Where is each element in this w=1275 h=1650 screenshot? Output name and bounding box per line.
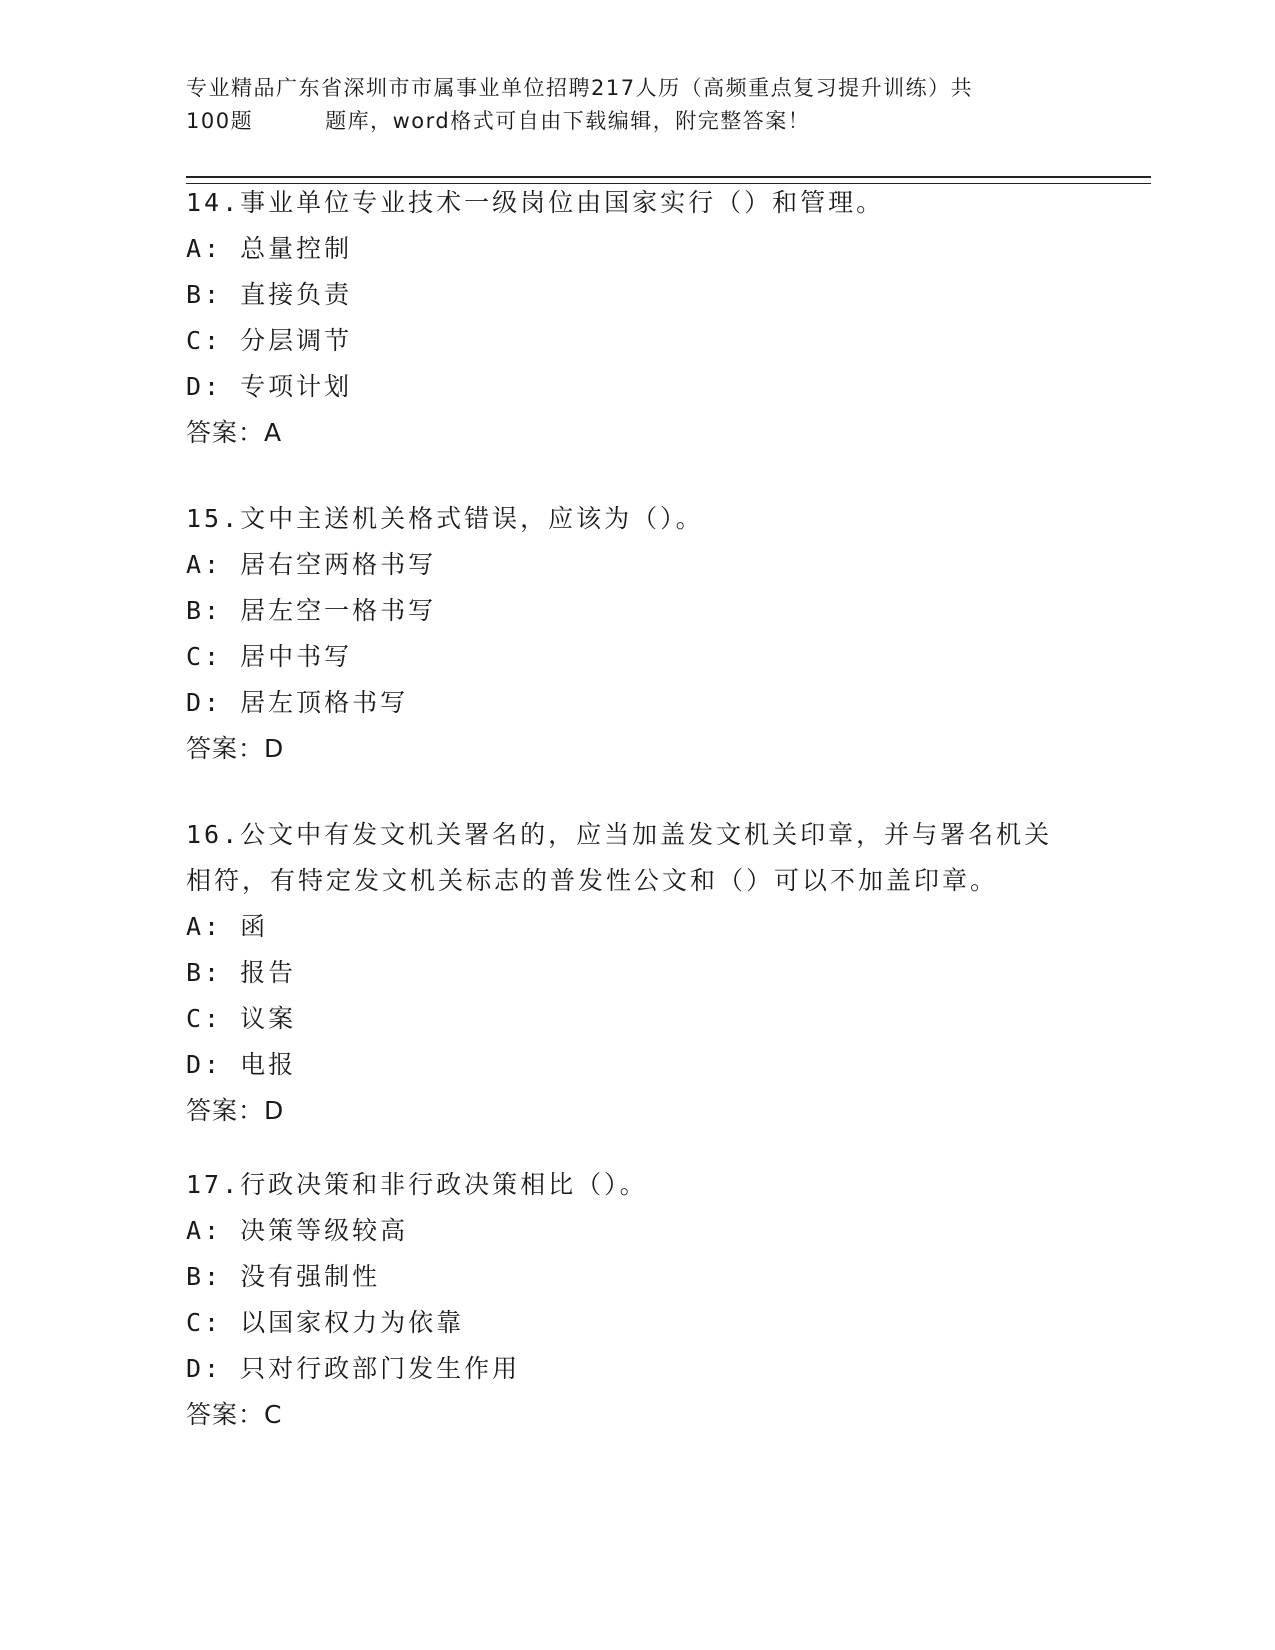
option-a: A: 决策等级较高 [186,1216,409,1245]
question-stem: 14.事业单位专业技术一级岗位由国家实行（）和管理。 [186,188,885,217]
option-d: D: 电报 [186,1050,297,1079]
answer: 答案：A [186,418,283,447]
header-line-2-right: 题库，word格式可自由下载编辑，附完整答案！ [325,109,811,133]
header-line-1: 专业精品广东省深圳市市属事业单位招聘217人历（高频重点复习提升训练）共 [186,76,974,100]
question-stem: 16.公文中有发文机关署名的，应当加盖发文机关印章，并与署名机关相符，有特定发文机关标志的普发性公文和（）可以不加盖印章。 [186,820,1053,895]
option-a: A: 总量控制 [186,234,353,263]
question-stem: 15.文中主送机关格式错误，应该为（）。 [186,504,704,533]
option-a: A: 居右空两格书写 [186,550,437,579]
option-a: A: 函 [186,912,269,941]
question-17 [186,1162,1186,1438]
answer: 答案：D [186,1096,285,1125]
question-15 [186,496,1186,772]
question-stem: 17.行政决策和非行政决策相比（）。 [186,1170,648,1199]
option-d: D: 专项计划 [186,372,353,401]
option-c: C: 分层调节 [186,326,353,355]
option-d: D: 居左顶格书写 [186,688,409,717]
option-d: D: 只对行政部门发生作用 [186,1354,521,1383]
answer: 答案：C [186,1400,283,1429]
question-16 [186,812,1066,1134]
document-header [186,72,1086,138]
option-b: B: 居左空一格书写 [186,596,437,625]
header-line-2 [186,105,1086,138]
option-c: C: 居中书写 [186,642,353,671]
option-b: B: 报告 [186,958,297,987]
option-b: B: 没有强制性 [186,1262,381,1291]
header-line-2-left: 100题 [186,109,254,133]
option-b: B: 直接负责 [186,280,353,309]
option-c: C: 议案 [186,1004,297,1033]
option-c: C: 以国家权力为依靠 [186,1308,465,1337]
question-14 [186,180,1186,456]
answer: 答案：D [186,734,285,763]
